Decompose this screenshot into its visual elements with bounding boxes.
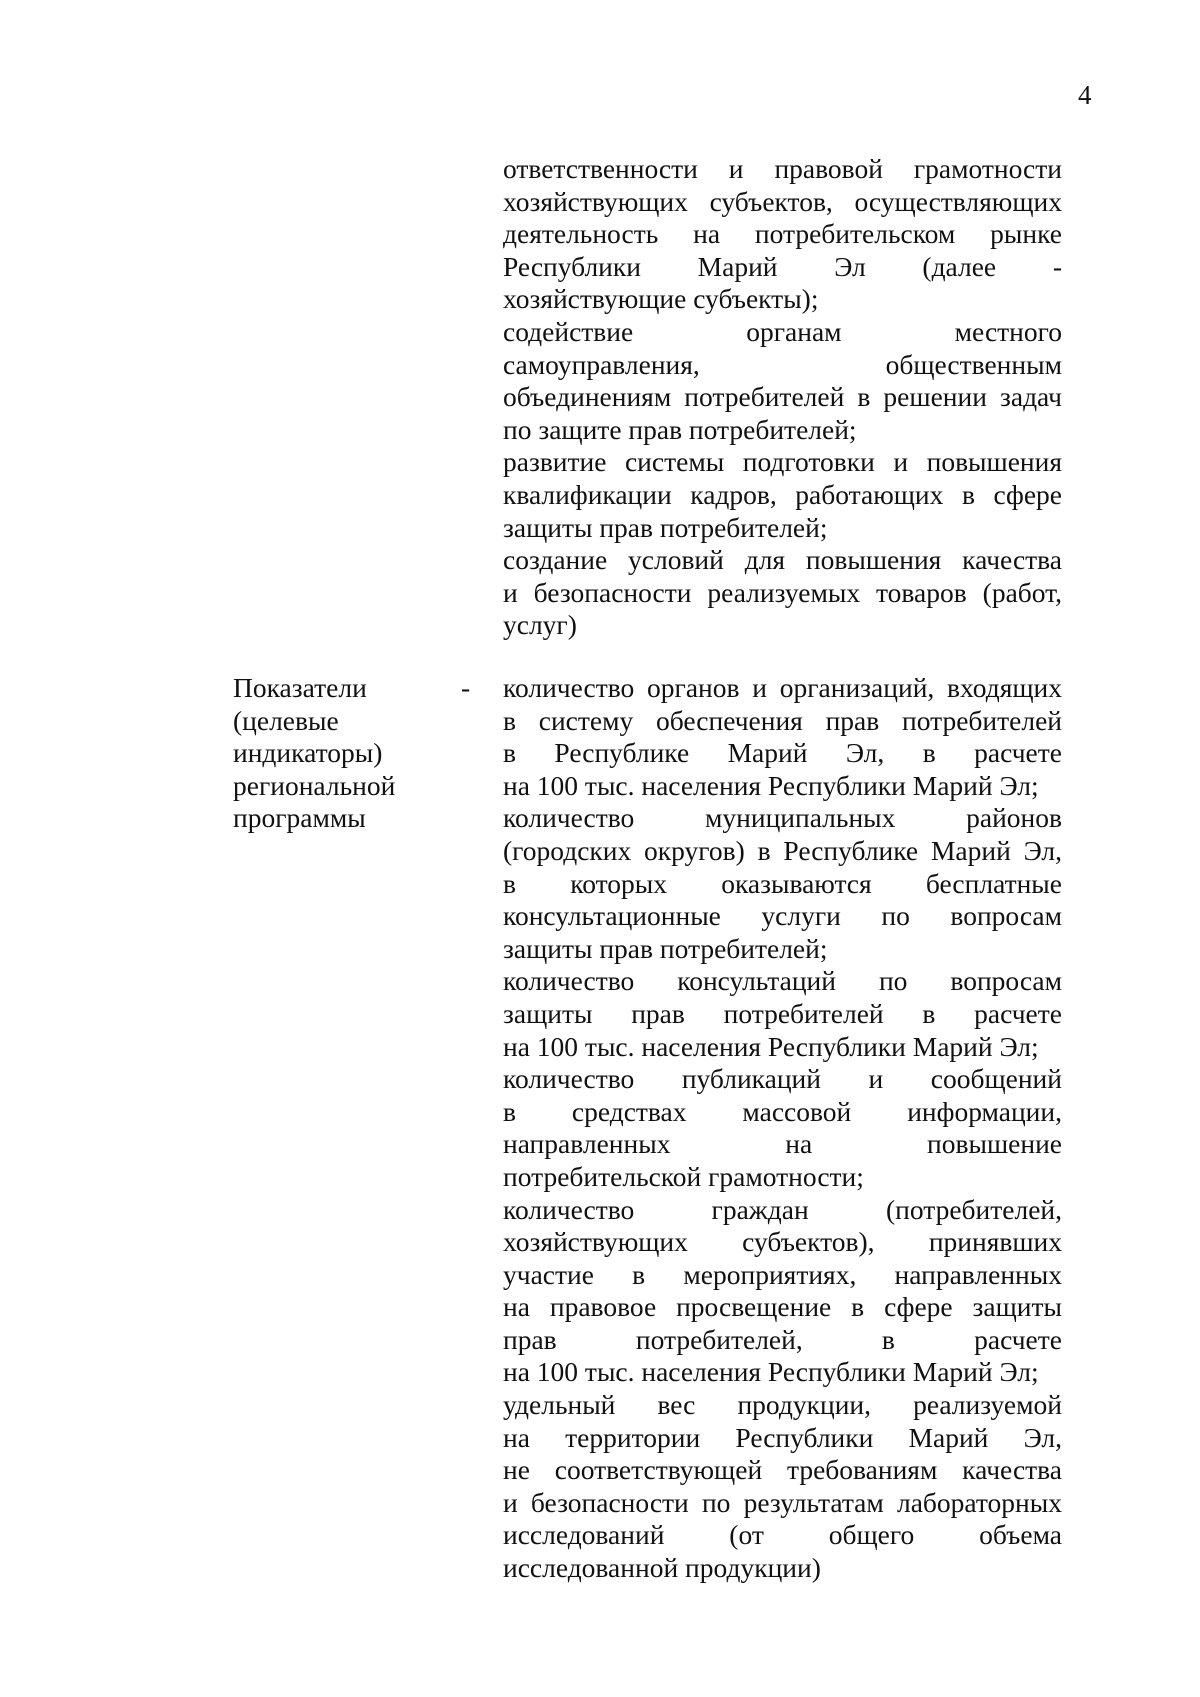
indicators-text-line: хозяйствующих субъектов), принявших: [503, 1226, 1062, 1258]
indicators-text-line: (городских округов) в Республике Марий Эл,: [503, 834, 1062, 866]
indicators-text-line: на территории Республики Марий Эл,: [503, 1421, 1062, 1453]
indicators-text-line: и безопасности по результатам лабораторных: [503, 1486, 1062, 1518]
indicators-text-line: на правовое просвещение в сфере защиты: [503, 1291, 1062, 1323]
indicators-text-line: в которых оказываются бесплатные: [503, 867, 1062, 899]
indicators-text-line: количество граждан (потребителей,: [503, 1193, 1062, 1225]
indicators-label-line: (целевые: [233, 704, 339, 736]
goals-text-line: деятельность на потребительском рынке: [503, 218, 1062, 250]
indicators-text-line: исследований (от общего объема: [503, 1519, 1062, 1551]
indicators-text-line: на 100 тыс. населения Республики Марий Эл;: [503, 1030, 1039, 1062]
goals-text-line: ответственности и правовой грамотности: [503, 153, 1062, 184]
goals-continuation-text: [503, 153, 1062, 642]
indicators-text-line: участие в мероприятиях, направленных: [503, 1258, 1062, 1290]
indicators-text-line: количество муниципальных районов: [503, 802, 1062, 834]
goals-text-line: Республики Марий Эл (далее -: [503, 250, 1062, 282]
goals-text-line: создание условий для повышения качества: [503, 544, 1062, 576]
indicators-text: [503, 672, 1062, 1585]
indicators-label-line: Показатели: [233, 672, 367, 703]
goals-text-line: по защите прав потребителей;: [503, 413, 857, 445]
goals-text-line: и безопасности реализуемых товаров (работ,: [503, 576, 1062, 608]
indicators-label-line: программы: [233, 802, 366, 834]
indicators-text-line: прав потребителей, в расчете: [503, 1323, 1062, 1355]
indicators-text-line: в Республике Марий Эл, в расчете: [503, 737, 1062, 769]
indicators-text-line: количество публикаций и сообщений: [503, 1063, 1062, 1095]
indicators-text-line: количество консультаций по вопросам: [503, 965, 1062, 997]
indicators-text-line: на 100 тыс. населения Республики Марий Эл;: [503, 769, 1039, 801]
goals-text-line: содействие органам местного: [503, 315, 1062, 347]
goals-text-line: защиты прав потребителей;: [503, 511, 828, 543]
indicators-text-line: количество органов и организаций, входящих: [503, 672, 1062, 703]
indicators-text-line: исследованной продукции): [503, 1552, 821, 1584]
indicators-text-line: не соответствующей требованиям качества: [503, 1454, 1062, 1486]
goals-text-line: развитие системы подготовки и повышения: [503, 446, 1062, 478]
label-dash-separator: -: [461, 672, 471, 703]
indicators-text-line: в средствах массовой информации,: [503, 1095, 1062, 1127]
indicators-label-line: индикаторы): [233, 737, 383, 769]
indicators-text-line: защиты прав потребителей в расчете: [503, 997, 1062, 1029]
indicators-text-line: консультационные услуги по вопросам: [503, 900, 1062, 932]
goals-text-line: квалификации кадров, работающих в сфере: [503, 478, 1062, 510]
indicators-text-line: на 100 тыс. населения Республики Марий Эл;: [503, 1356, 1039, 1388]
indicators-label: [233, 672, 433, 835]
indicators-text-line: в систему обеспечения прав потребителей: [503, 704, 1062, 736]
indicators-text-line: направленных на повышение: [503, 1128, 1062, 1160]
indicators-label-line: региональной: [233, 769, 396, 801]
indicators-text-line: потребительской грамотности;: [503, 1160, 864, 1192]
goals-text-line: объединениям потребителей в решении задач: [503, 381, 1062, 413]
goals-text-line: хозяйствующие субъекты);: [503, 283, 819, 315]
indicators-text-line: защиты прав потребителей;: [503, 932, 828, 964]
indicators-text-line: удельный вес продукции, реализуемой: [503, 1389, 1062, 1421]
goals-text-line: самоуправления, общественным: [503, 348, 1062, 380]
goals-text-line: услуг): [503, 609, 577, 641]
page-number: 4: [1078, 80, 1092, 110]
goals-text-line: хозяйствующих субъектов, осуществляющих: [503, 185, 1062, 217]
